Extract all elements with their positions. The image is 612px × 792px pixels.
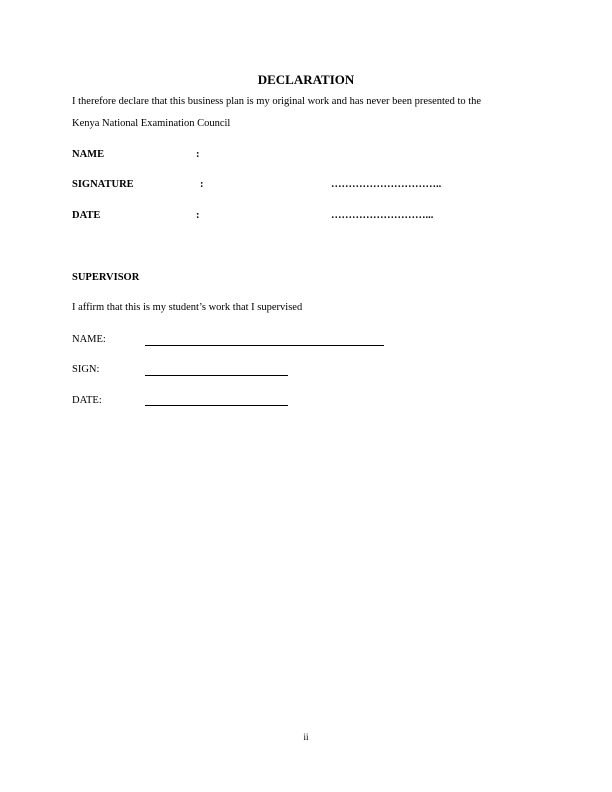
declaration-statement-line-2: Kenya National Examination Council <box>72 118 231 129</box>
supervisor-name-line <box>145 345 384 346</box>
declaration-name-colon: : <box>196 149 200 160</box>
supervisor-heading: SUPERVISOR <box>72 272 140 283</box>
declaration-signature-colon: : <box>200 179 204 190</box>
declaration-statement-line-1: I therefore declare that this business plan is my original work and has never been presented to the <box>72 96 482 107</box>
declaration-date-label: DATE <box>72 210 101 221</box>
declaration-date-colon: : <box>196 210 200 221</box>
supervisor-date-line <box>145 405 288 406</box>
supervisor-date-label: DATE: <box>72 395 102 406</box>
declaration-name-label: NAME <box>72 149 105 160</box>
supervisor-sign-label: SIGN: <box>72 364 100 375</box>
supervisor-statement: I affirm that this is my student’s work that I supervised <box>72 302 303 313</box>
declaration-title: DECLARATION <box>257 72 355 87</box>
declaration-signature-dots: ………………………….. <box>331 179 442 190</box>
declaration-signature-label: SIGNATURE <box>72 179 134 190</box>
page-number: ii <box>303 732 309 742</box>
supervisor-sign-line <box>145 375 288 376</box>
supervisor-name-label: NAME: <box>72 334 106 345</box>
declaration-date-dots: ………………………... <box>331 210 434 221</box>
